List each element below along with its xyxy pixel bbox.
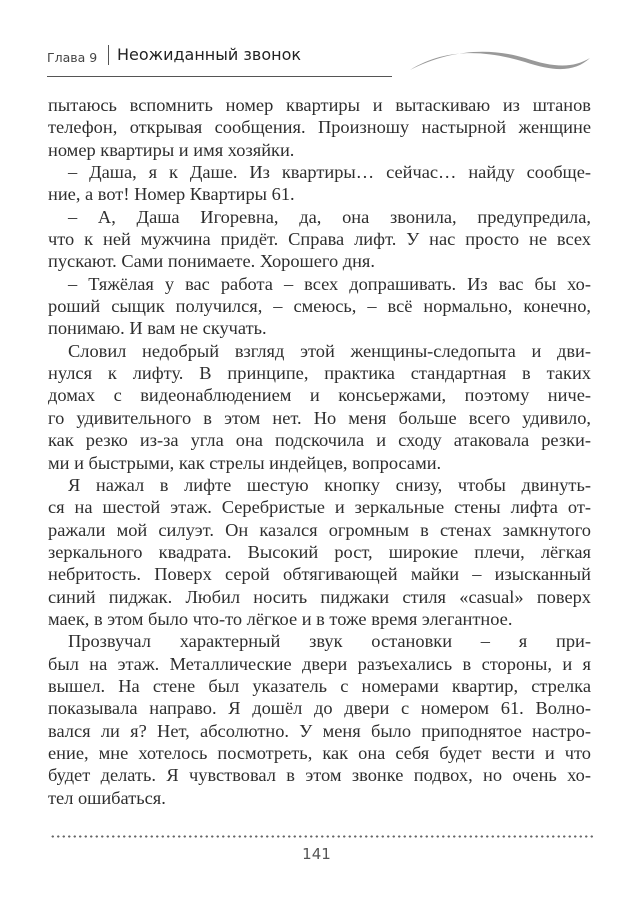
text-line: го удивительного в этом нет. Но меня больше всего удивило, <box>48 407 591 428</box>
text-line: как резко из-за угла она подскочила и сходу атаковала резки- <box>48 430 591 451</box>
dotted-divider <box>50 835 596 838</box>
text-line: роший сыщик получился, – смеюсь, – всё нормально, конечно, <box>48 296 591 317</box>
text-line: номер квартиры и имя хозяйки. <box>48 139 295 160</box>
text-line: небритость. Поверх серой обтягивающей майки – изысканный <box>48 564 591 585</box>
text-line: вался ли я? Нет, абсолютно. У меня было приподнятое настро- <box>48 720 591 741</box>
text-line: пытаюсь вспомнить номер квартиры и вытаскиваю из штанов <box>48 95 591 115</box>
header-divider <box>108 45 109 65</box>
chapter-title: Неожиданный звонок <box>117 45 302 64</box>
text-line: маек, в этом было что-то лёгкое и в тоже время элегантное. <box>48 608 513 629</box>
text-line: вышел. На стене был указатель с номерами квартир, стрелка <box>48 675 591 696</box>
text-line: нулся к лифту. В принципе, практика стандартная в таких <box>48 363 591 384</box>
text-line: ми и быстрыми, как стрелы индейцев, вопросами. <box>48 452 442 473</box>
text-line: будет делать. Я чувствовал в этом звонке подвох, но очень хо- <box>48 765 591 786</box>
page-number: 141 <box>302 845 331 863</box>
text-line: ся на шестой этаж. Серебристые и зеркальные стены лифта от- <box>48 497 591 518</box>
text-line: что к ней мужчина придёт. Справа лифт. У нас просто не всех <box>48 229 591 250</box>
text-line: пускают. Сами понимаете. Хорошего дня. <box>48 251 375 272</box>
text-line: ение, мне хотелось посмотреть, как она себя будет вести и что <box>48 742 591 763</box>
text-line: Я нажал в лифте шестую кнопку снизу, чтобы двинуть- <box>68 474 591 495</box>
text-line: – Даша, я к Даше. Из квартиры… сейчас… найду сообще- <box>68 162 591 183</box>
text-line: понимаю. И вам не скучать. <box>48 318 267 339</box>
text-line: синий пиджак. Любил носить пиджаки стиля «casual» поверх <box>48 586 591 607</box>
text-line: тел ошибаться. <box>48 787 166 808</box>
text-line: домах с видеонаблюдением и консьержами, поэтому ниче- <box>48 385 591 406</box>
page-text <box>48 94 591 809</box>
chapter-label: Глава 9 <box>47 50 98 65</box>
decorative-swoosh-icon <box>405 48 595 78</box>
text-line: Словил недобрый взгляд этой женщины-следопыта и дви- <box>68 340 591 361</box>
text-line: телефон, открывая сообщения. Произношу настырной женщине <box>48 117 591 138</box>
text-line: показывала направо. Я дошёл до двери с номером 61. Волно- <box>48 698 591 719</box>
running-header <box>47 40 392 77</box>
text-line: ние, а вот! Номер Квартиры 61. <box>48 184 295 205</box>
text-line: – А, Даша Игоревна, да, она звонила, предупредила, <box>68 206 591 227</box>
text-line: был на этаж. Металлические двери разъехались в стороны, и я <box>48 653 591 674</box>
text-line: ражали мой силуэт. Он казался огромным в стенах замкнутого <box>48 519 591 540</box>
text-line: зеркального квадрата. Высокий рост, широкие плечи, лёгкая <box>48 541 591 562</box>
text-line: Прозвучал характерный звук остановки – я при- <box>68 631 591 652</box>
text-line: – Тяжёлая у вас работа – всех допрашивать. Из вас бы хо- <box>68 273 591 294</box>
